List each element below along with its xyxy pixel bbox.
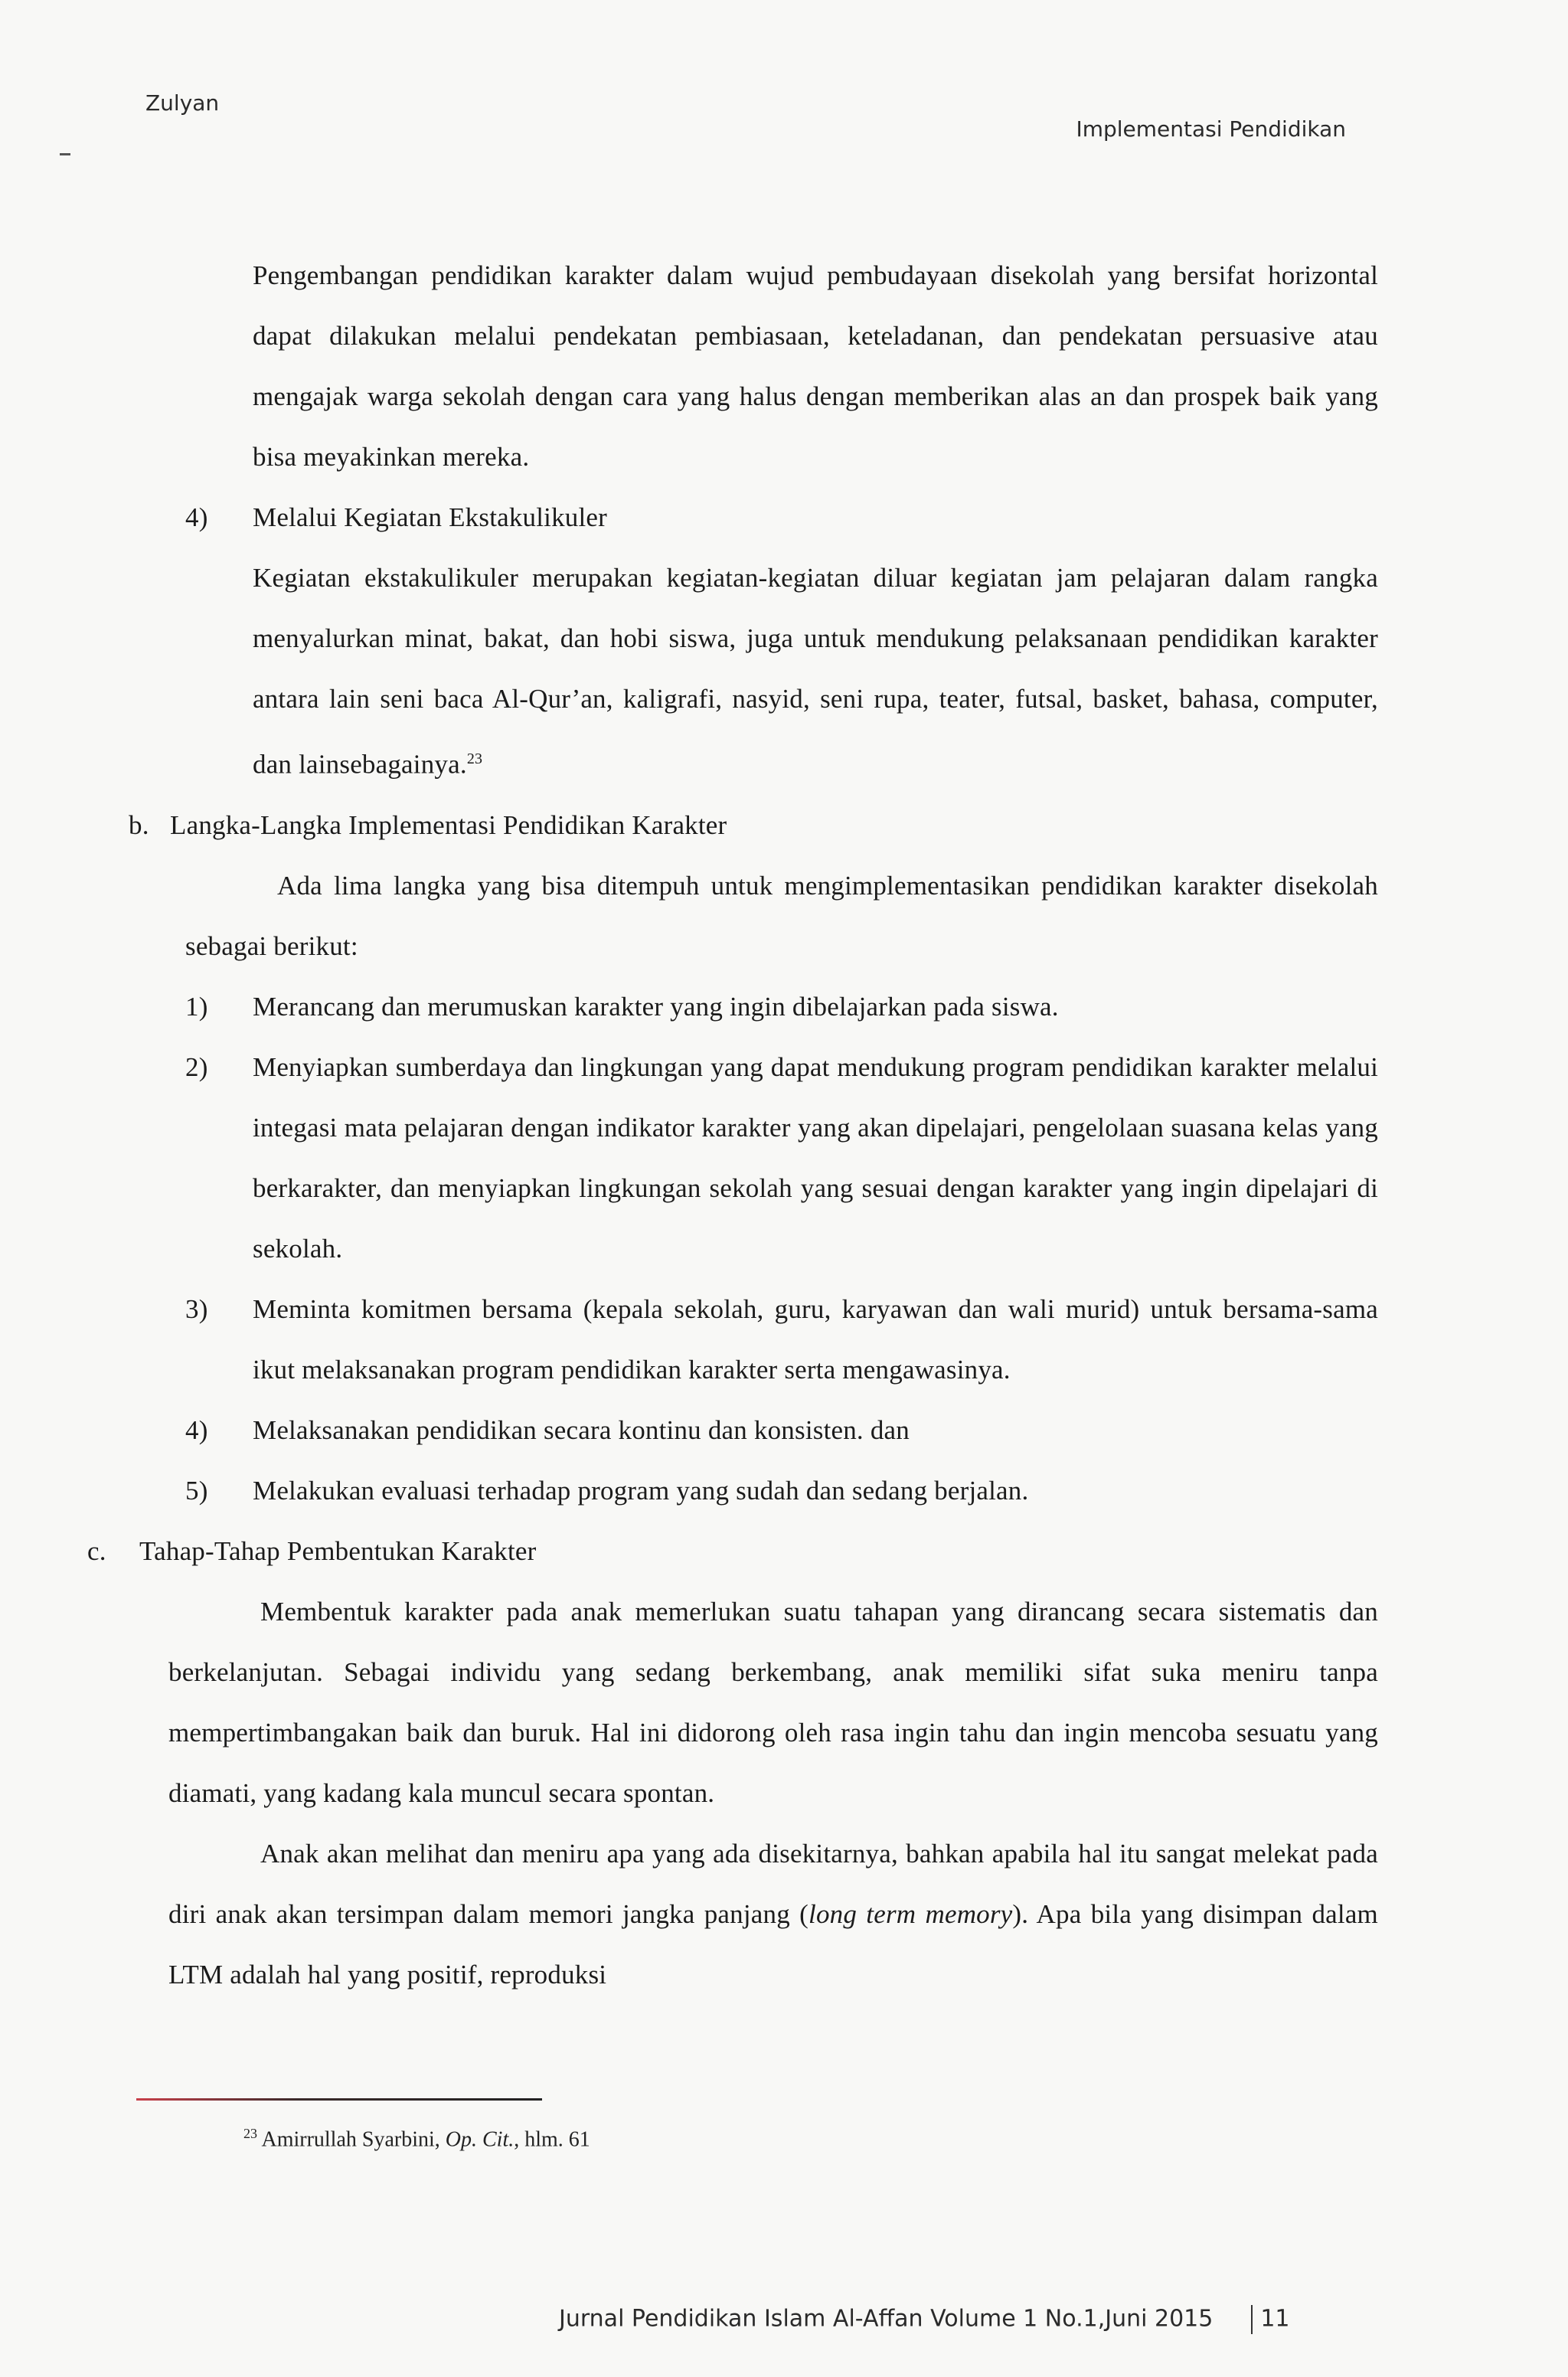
list-item-text: Melakukan evaluasi terhadap program yang sudah dan sedang berjalan. [253, 1475, 1029, 1506]
margin-mark [60, 153, 70, 155]
header-author: Zulyan [145, 90, 220, 116]
list-item-text: Merancang dan merumuskan karakter yang ingin dibelajarkan pada siswa. [253, 991, 1059, 1022]
list-item [122, 1037, 1378, 1279]
list-number: 4) [185, 1414, 208, 1445]
paragraph-text: ). Apa bila yang disimpan dalam LTM adalah hal yang positif, reproduksi [168, 1898, 1378, 1990]
list-item-title: Melalui Kegiatan Ekstakulikuler [253, 502, 608, 532]
footer-journal: Jurnal Pendidikan Islam Al-Affan Volume 1 No.1,Juni 2015 [559, 2305, 1214, 2333]
section-c-paragraph-1: Membentuk karakter pada anak memerlukan suatu tahapan yang dirancang secara sistematis dan berkelanjutan. Sebagai individu yang sedang berkembang, anak memiliki sifat suka meniru tanpa mempertimbangakan baik dan buruk. Hal ini didorong oleh rasa ingin tahu dan ingin mencoba sesuatu yang diamati, yang kadang kala muncul secara spontan. [168, 1596, 1378, 1808]
list-number: 2) [185, 1051, 208, 1082]
section-letter: c. [87, 1535, 106, 1566]
footnote-cite: Op. Cit. [445, 2127, 514, 2152]
list-number: 5) [185, 1475, 208, 1506]
section-title: Langka-Langka Implementasi Pendidikan Karakter [170, 809, 727, 840]
list-item-text: Menyiapkan sumberdaya dan lingkungan yang dapat mendukung program pendidikan karakter melalui integasi mata pelajaran dengan indikator karakter yang akan dipelajari, pengelolaan suasana kelas yang berkarakter, dan menyiapkan lingkungan sekolah yang sesuai dengan karakter yang ingin dipelajari di sekolah. [253, 1051, 1378, 1264]
page-body [87, 245, 1378, 2005]
list-item-4-ekstakulikuler [122, 487, 1378, 548]
section-b-list [122, 976, 1378, 1521]
list-number: 1) [185, 991, 208, 1022]
section-b-intro: Ada lima langka yang bisa ditempuh untuk mengimplementasikan pendidikan karakter disekolah sebagai berikut: [185, 870, 1378, 961]
section-letter: b. [129, 809, 149, 840]
header-running-title: Implementasi Pendidikan [1076, 116, 1346, 142]
footnote-number: 23 [243, 2126, 257, 2141]
section-b-heading [129, 795, 1378, 855]
list-number: 4) [185, 502, 208, 532]
page-number: 11 [1260, 2305, 1290, 2333]
footnote-author: Amirrullah Syarbini, [261, 2127, 446, 2152]
list-item [122, 1460, 1378, 1521]
paragraph-text: Anak akan melihat dan meniru apa yang ada disekitarnya, bahkan apabila hal itu sangat melekat pada diri anak akan tersimpan dalam memori jangka panjang ( [168, 1838, 1378, 1929]
page-footer [559, 2305, 1290, 2334]
section-c-paragraph-2 [122, 1823, 1378, 2005]
list-item [122, 976, 1378, 1037]
list-number: 3) [185, 1293, 208, 1324]
page-separator [1251, 2305, 1253, 2334]
list-item-text: Meminta komitmen bersama (kepala sekolah, guru, karyawan dan wali murid) untuk bersama-sama ikut melaksanakan program pendidikan karakter serta mengawasinya. [253, 1293, 1378, 1385]
section-title: Tahap-Tahap Pembentukan Karakter [139, 1535, 537, 1566]
section-c-heading [87, 1521, 1378, 1581]
list-item [122, 1279, 1378, 1400]
list-item [122, 1400, 1378, 1460]
paragraph-ekstakulikuler [122, 548, 1378, 795]
list-item-text: Melaksanakan pendidikan secara kontinu dan konsisten. dan [253, 1414, 910, 1445]
footnote-rest: , hlm. 61 [514, 2127, 590, 2152]
paragraph-horizontal: Pengembangan pendidikan karakter dalam wujud pembudayaan disekolah yang bersifat horizontal dapat dilakukan melalui pendekatan pembiasaan, keteladanan, dan pendekatan persuasive atau mengajak warga sekolah dengan cara yang halus dengan memberikan alas an dan prospek baik yang bisa meyakinkan mereka. [253, 260, 1378, 472]
footnote-ref: 23 [466, 750, 483, 767]
footnote-divider [136, 2098, 542, 2101]
italic-term: long term memory [808, 1898, 1013, 1929]
paragraph-text: Kegiatan ekstakulikuler merupakan kegiatan-kegiatan diluar kegiatan jam pelajaran dalam rangka menyalurkan minat, bakat, dan hobi siswa, juga untuk mendukung pelaksanaan pendidikan karakter antara lain seni baca Al-Qur’an, kaligrafi, nasyid, seni rupa, teater, futsal, basket, bahasa, computer, dan lainsebagainya. [253, 563, 1378, 780]
footnote [243, 2126, 590, 2152]
